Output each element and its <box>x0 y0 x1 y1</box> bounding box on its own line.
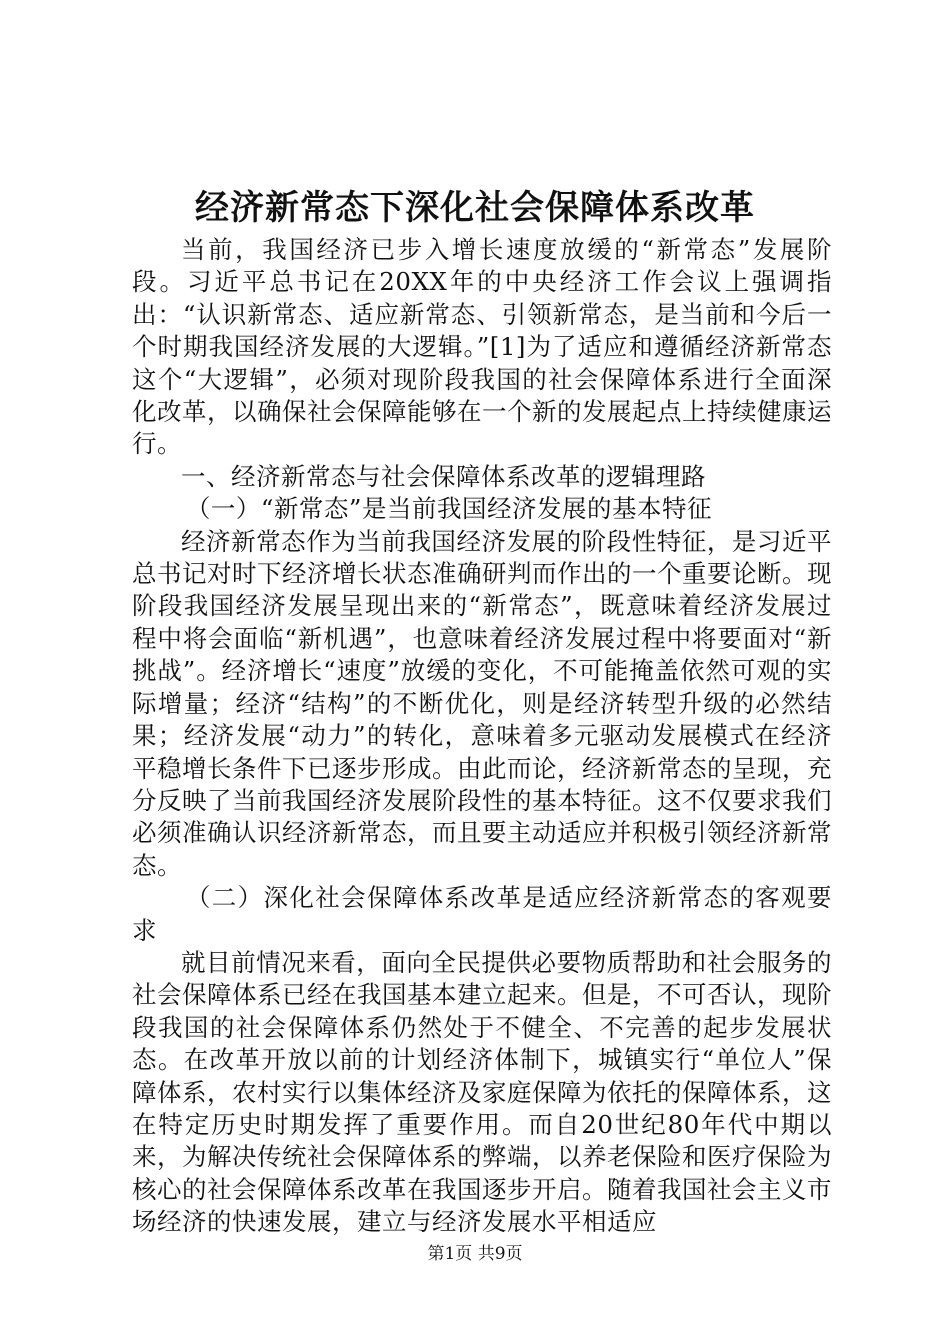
paragraph-intro: 当前，我国经济已步入增长速度放缓的“新常态”发展阶段。习近平总书记在20XX年的中央经济工作会议上强调指出：“认识新常态、适应新常态、引领新常态，是当前和今后一个时期我国经济发展的大逻辑。”[1]为了适应和遵循经济新常态这个“大逻辑”，必须对现阶段我国的社会保障体系进行全面深化改革，以确保社会保障能够在一个新的发展起点上持续健康运行。 <box>132 235 832 459</box>
paragraph-new-normal: 经济新常态作为当前我国经济发展的阶段性特征，是习近平总书记对时下经济增长状态准确研判而作出的一个重要论断。现阶段我国经济发展呈现出来的“新常态”，既意味着经济发展过程中将会面临“新机遇”，也意味着经济发展过程中将要面对“新挑战”。经济增长“速度”放缓的变化，不可能掩盖依然可观的实际增量；经济“结构”的不断优化，则是经济转型升级的必然结果；经济发展“动力”的转化，意味着多元驱动发展模式在经济平稳增长条件下已逐步形成。由此而论，经济新常态的呈现，充分反映了当前我国经济发展阶段性的基本特征。这不仅要求我们必须准确认识经济新常态，而且要主动适应并积极引领经济新常态。 <box>132 526 832 880</box>
section-heading-1: 一、经济新常态与社会保障体系改革的逻辑理路 <box>181 461 706 491</box>
document-title: 经济新常态下深化社会保障体系改革 <box>195 188 755 228</box>
subsection-heading-1: （一）“新常态”是当前我国经济发展的基本特征 <box>185 494 712 524</box>
subsection-heading-2: （二）深化社会保障体系改革是适应经济新常态的客观要求 <box>132 883 832 945</box>
page-number-footer: 第1页 共9页 <box>427 1244 523 1264</box>
paragraph-social-security: 就目前情况来看，面向全民提供必要物质帮助和社会服务的社会保障体系已经在我国基本建立起来。但是，不可否认，现阶段我国的社会保障体系仍然处于不健全、不完善的起步发展状态。在改革开放以前的计划经济体制下，城镇实行“单位人”保障体系，农村实行以集体经济及家庭保障为依托的保障体系，这在特定历史时期发挥了重要作用。而自20世纪80年代中期以来，为解决传统社会保障体系的弊端，以养老保险和医疗保险为核心的社会保障体系改革在我国逐步开启。随着我国社会主义市场经济的快速发展，建立与经济发展水平相适应 <box>132 947 832 1237</box>
document-body <box>132 234 832 1239</box>
